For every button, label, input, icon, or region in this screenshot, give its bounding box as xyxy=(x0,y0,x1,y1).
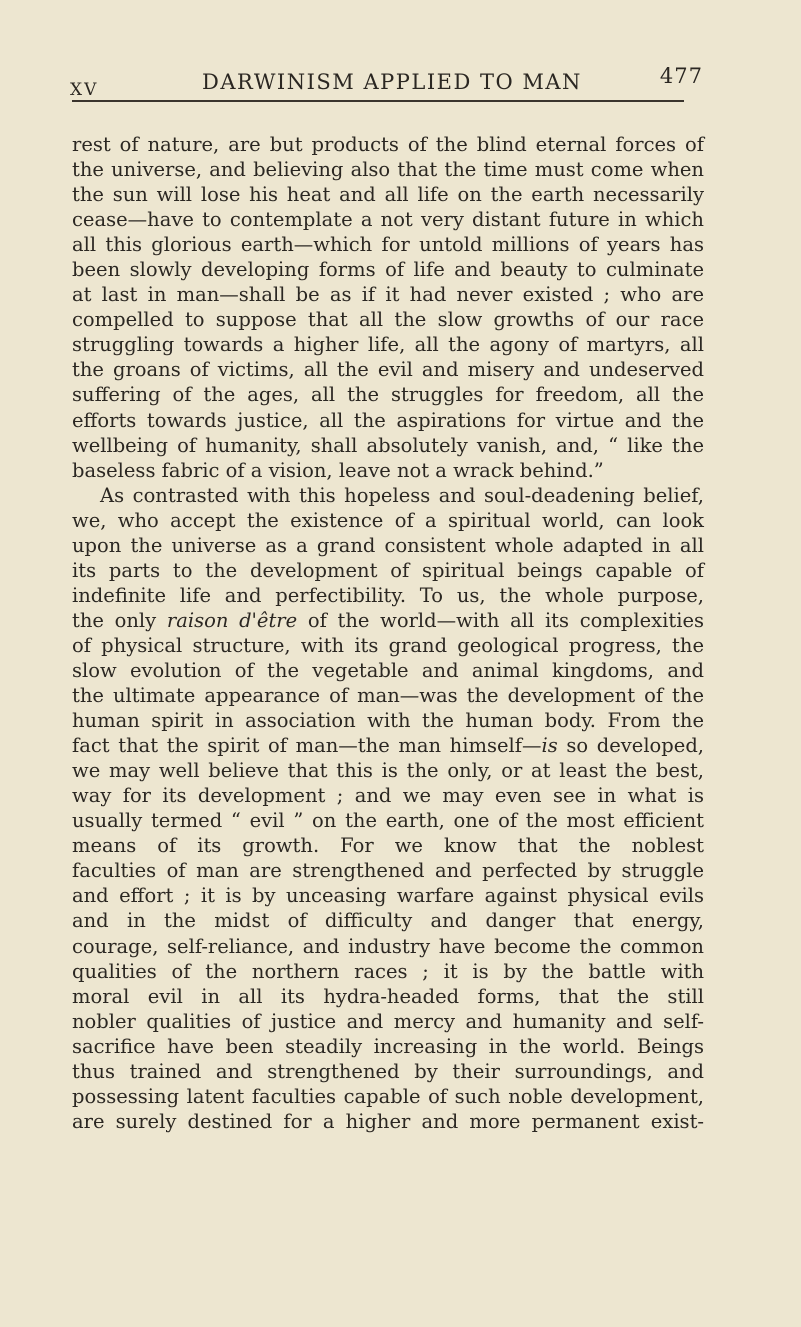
text-line xyxy=(72,733,704,758)
text-line: and in the midst of difficulty and danger that energy, xyxy=(72,909,704,933)
body-text xyxy=(72,132,704,1134)
text-line: cease—have to contemplate a not very distant future in which xyxy=(72,208,704,232)
text-line: compelled to suppose that all the slow growths of our race xyxy=(72,308,704,332)
text-line: and effort ; it is by unceasing warfare against physical evils xyxy=(72,884,704,908)
text-line: faculties of man are strengthened and perfected by struggle xyxy=(72,859,704,883)
page-number: 477 xyxy=(659,64,703,88)
text-line: moral evil in all its hydra-headed forms, that the still xyxy=(72,984,704,1008)
text-line: the ultimate appearance of man—was the development of the xyxy=(72,684,704,708)
text-line: struggling towards a higher life, all the agony of martyrs, all xyxy=(72,333,704,357)
text-line: of physical structure, with its grand geological progress, the xyxy=(72,633,704,657)
text-line: qualities of the northern races ; it is by the battle with xyxy=(72,959,704,983)
text-line: been slowly developing forms of life and beauty to culminate xyxy=(72,258,704,282)
text-line: sacrifice have been steadily increasing in the world. Beings xyxy=(72,1034,704,1058)
running-head xyxy=(70,64,703,100)
text-line: baseless fabric of a vision, leave not a wrack behind.” xyxy=(72,458,604,482)
text-line: are surely destined for a higher and more permanent exist- xyxy=(72,1109,704,1133)
header-rule xyxy=(72,100,684,102)
text-fragment: the only xyxy=(72,608,167,632)
text-line xyxy=(72,608,704,633)
text-line: the universe, and believing also that the time must come when xyxy=(72,158,704,182)
text-line: courage, self-reliance, and industry have become the common xyxy=(72,934,704,958)
text-line: way for its development ; and we may even see in what is xyxy=(72,784,704,808)
text-line: human spirit in association with the human body. From the xyxy=(72,709,704,733)
text-line: usually termed “ evil ” on the earth, one of the most efficient xyxy=(72,809,704,833)
text-line: means of its growth. For we know that the noblest xyxy=(72,834,704,858)
text-line: wellbeing of humanity, shall absolutely vanish, and, “ like the xyxy=(72,433,704,457)
paragraph-2 xyxy=(72,483,704,1134)
paragraph-1 xyxy=(72,132,704,483)
text-fragment: so developed, xyxy=(557,734,705,758)
text-line: all this glorious earth—which for untold millions of years has xyxy=(72,233,704,257)
text-line: As contrasted with this hopeless and soul-deadening belief, xyxy=(100,483,704,507)
text-line: at last in man—shall be as if it had never existed ; who are xyxy=(72,283,704,307)
text-line: efforts towards justice, all the aspirations for virtue and the xyxy=(72,408,704,432)
text-fragment: fact that the spirit of man—the man himself— xyxy=(72,734,542,758)
text-line: we may well believe that this is the only, or at least the best, xyxy=(72,759,704,783)
text-line: thus trained and strengthened by their surroundings, and xyxy=(72,1059,704,1083)
text-line: indefinite life and perfectibility. To us, the whole purpose, xyxy=(72,583,704,607)
text-line: rest of nature, are but products of the blind eternal forces of xyxy=(72,133,704,156)
text-line: we, who accept the existence of a spiritual world, can look xyxy=(72,508,704,532)
text-line: suffering of the ages, all the struggles for freedom, all the xyxy=(72,383,704,407)
chapter-number: XV xyxy=(70,80,99,100)
text-line: the sun will lose his heat and all life on the earth necessarily xyxy=(72,183,704,207)
running-title: DARWINISM APPLIED TO MAN xyxy=(202,70,582,94)
italic-word: is xyxy=(541,734,558,758)
text-line: slow evolution of the vegetable and animal kingdoms, and xyxy=(72,658,704,682)
text-line: possessing latent faculties capable of such noble development, xyxy=(72,1084,704,1108)
italic-phrase: raison d'être xyxy=(166,608,298,632)
text-line: its parts to the development of spiritual beings capable of xyxy=(72,558,704,582)
text-line: nobler qualities of justice and mercy and humanity and self- xyxy=(72,1009,704,1033)
text-line: upon the universe as a grand consistent whole adapted in all xyxy=(72,533,704,557)
text-line: the groans of victims, all the evil and misery and undeserved xyxy=(72,358,704,382)
text-fragment: of the world—with all its complexities xyxy=(297,608,704,632)
